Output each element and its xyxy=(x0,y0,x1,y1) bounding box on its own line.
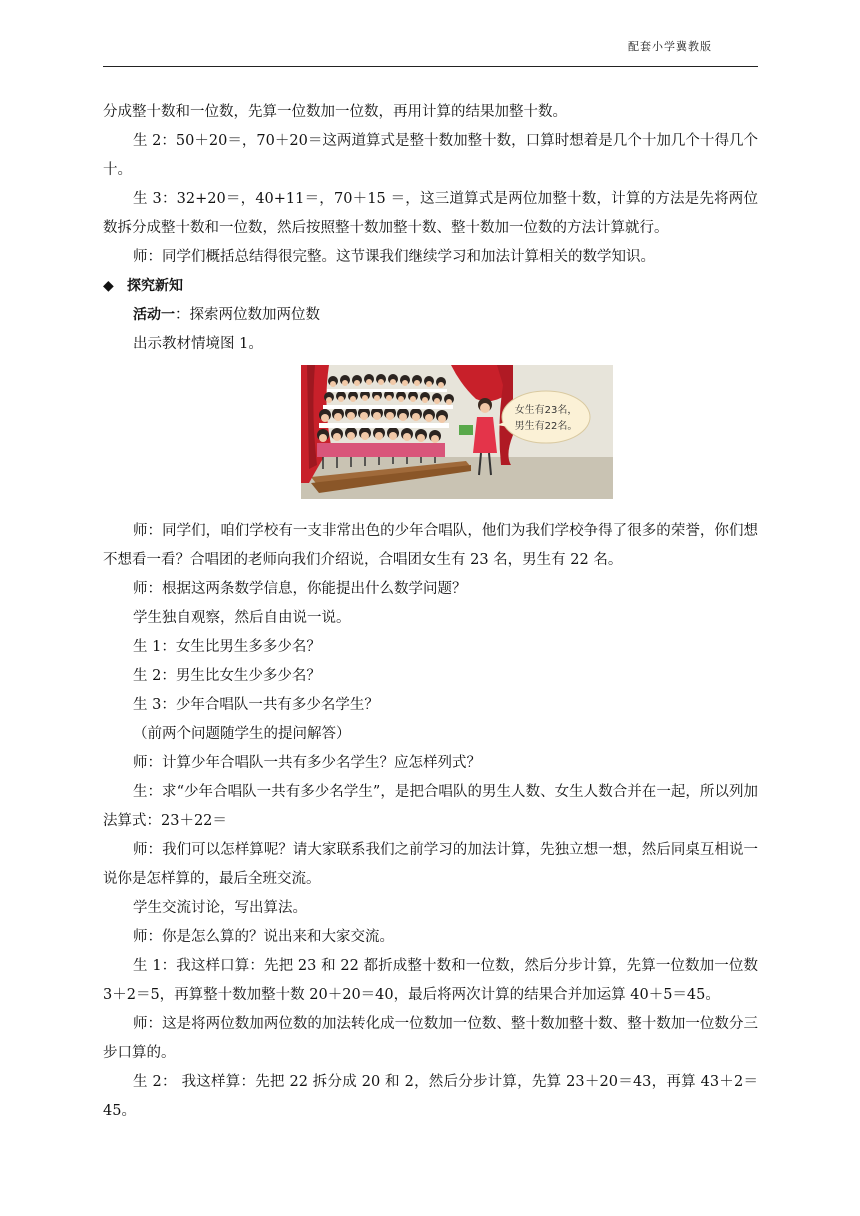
activity-label: 活动一 xyxy=(133,307,175,323)
page-header xyxy=(103,0,758,67)
choir-illustration xyxy=(301,365,613,499)
diamond-bullet-icon: ◆ xyxy=(103,278,114,294)
paragraph: 生 2： 我这样算：先把 22 拆分成 20 和 2，然后分步计算，先算 23＋20＝43，再算 43＋2＝45。 xyxy=(103,1074,758,1119)
paragraph: 分成整十数和一位数，先算一位数加一位数，再用计算的结果加整十数。 xyxy=(103,104,567,120)
paragraph: （前两个问题随学生的提问解答） xyxy=(133,726,351,742)
paragraph: 师：计算少年合唱队一共有多少名学生？应怎样列式？ xyxy=(133,755,481,771)
paragraph: 生 3：少年合唱队一共有多少名学生？ xyxy=(133,697,379,713)
paragraph: 师：同学们概括总结得很完整。这节课我们继续学习和加法计算相关的数学知识。 xyxy=(133,249,655,265)
paragraph: 生 1：我这样口算：先把 23 和 22 都折成整十数和一位数，然后分步计算，先算一位数加一位数 3＋2＝5，再算整十数加整十数 20＋20＝40，最后将两次计算的结果合并加运算 40＋5＝45。 xyxy=(103,958,758,1003)
figure-caption: 出示教材情境图 1。 xyxy=(133,336,263,352)
paragraph: 学生独自观察，然后自由说一说。 xyxy=(133,610,351,626)
paragraph: 师：你是怎么算的？说出来和大家交流。 xyxy=(133,929,394,945)
activity-heading xyxy=(103,301,758,330)
paragraph: 学生交流讨论，写出算法。 xyxy=(133,900,307,916)
paragraph: 生 3：32+20＝，40+11＝，70＋15 ＝，这三道算式是两位加整十数，计算的方法是先将两位数拆分成整十数和一位数，然后按照整十数加整十数、整十数加一位数的方法计算就行。 xyxy=(103,191,758,236)
section-heading xyxy=(103,272,758,301)
paragraph: 生 2：50＋20＝，70＋20＝这两道算式是整十数加整十数，口算时想着是几个十加几个十得几个十。 xyxy=(103,133,758,178)
activity-text: ：探索两位数加两位数 xyxy=(175,307,320,323)
section-title: 探究新知 xyxy=(127,278,183,294)
paragraph: 师：根据这两条数学信息，你能提出什么数学问题？ xyxy=(133,581,467,597)
paragraph: 师：我们可以怎样算呢？请大家联系我们之前学习的加法计算，先独立想一想，然后同桌互相说一说你是怎样算的，最后全班交流。 xyxy=(103,842,758,887)
paragraph: 生 2：男生比女生少多少名？ xyxy=(133,668,321,684)
header-text: 配套小学冀教版 xyxy=(628,40,712,53)
figure-container xyxy=(103,365,758,511)
document-body xyxy=(103,98,758,1126)
bubble-line-2: 男生有22名。 xyxy=(514,421,578,432)
paragraph: 师：同学们，咱们学校有一支非常出色的少年合唱队，他们为我们学校争得了很多的荣誉，你们想不想看一看？合唱团的老师向我们介绍说，合唱团女生有 23 名，男生有 22 名。 xyxy=(103,523,758,568)
bubble-line-1: 女生有23名， xyxy=(514,405,578,416)
paragraph: 生 1：女生比男生多多少名？ xyxy=(133,639,321,655)
paragraph: 生：求“少年合唱队一共有多少名学生”，是把合唱队的男生人数、女生人数合并在一起，所以列加法算式：23＋22＝ xyxy=(103,784,758,829)
paragraph: 师：这是将两位数加两位数的加法转化成一位数加一位数、整十数加整十数、整十数加一位数分三步口算的。 xyxy=(103,1016,758,1061)
